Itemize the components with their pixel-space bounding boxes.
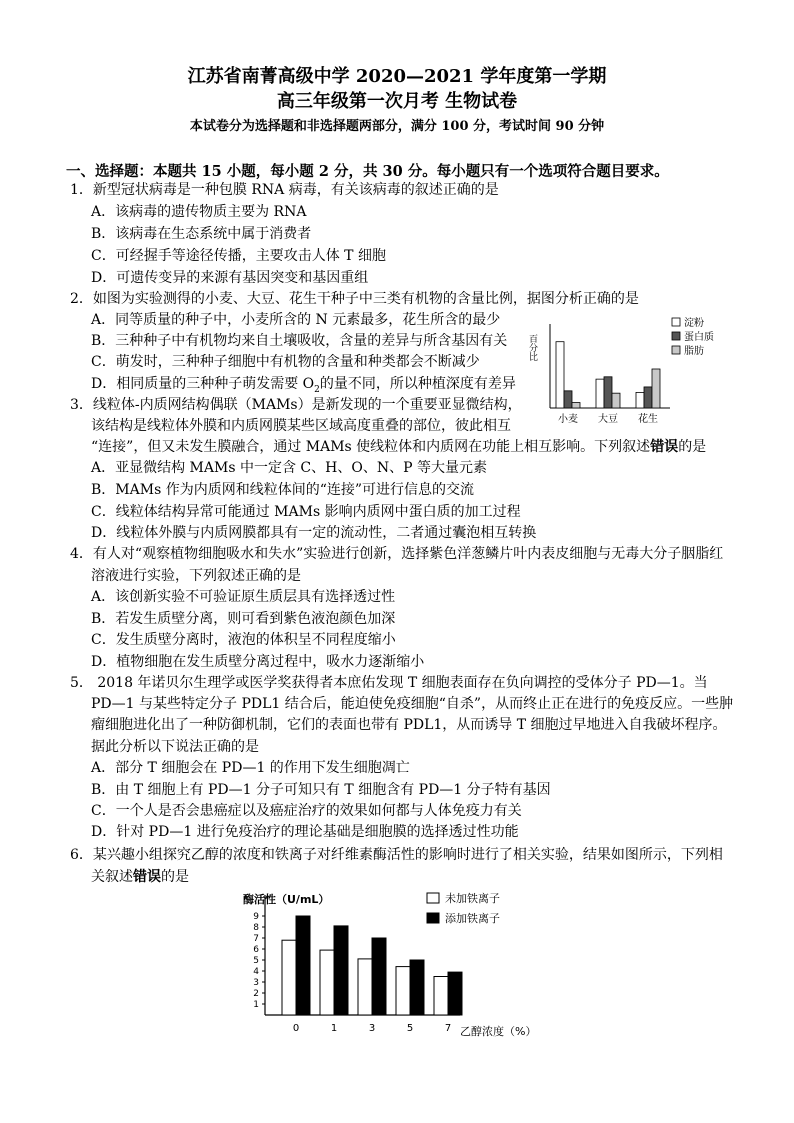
q4-option-d: D．植物细胞在发生质壁分离过程中，吸水力逐渐缩小 [91,654,425,670]
bar [434,977,448,1016]
legend-swatch [427,913,439,923]
section-heading: 一、选择题：本题共 15 小题，每小题 2 分，共 30 分。每小题只有一个选项符合题目要求。 [66,163,669,180]
bar [282,940,296,1015]
y-axis-label: 酶活性（U/mL） [243,893,330,906]
y-tick-label: 8 [253,923,259,933]
bar [644,387,652,408]
legend-label: 淀粉 [684,318,704,329]
y-tick-label: 3 [253,978,259,988]
q4-stem-line2: 溶液进行实验，下列叙述正确的是 [91,568,301,584]
legend-swatch [427,893,439,903]
q2-option-b: B．三种种子中有机物均来自土壤吸收，含量的差异与所含基因有关 [91,333,508,349]
q5-option-c: C．一个人是否会患癌症以及癌症治疗的效果如何都与人体免疫力有关 [91,803,522,819]
q4-option-b: B．若发生质壁分离，则可看到紫色液泡颜色加深 [91,611,396,627]
q3-option-c: C．线粒体结构异常可能通过 MAMs 影响内质网中蛋白质的加工过程 [91,504,521,520]
organic-matter-bar-chart [520,310,730,425]
bar [596,379,604,408]
legend-label: 脂肪 [684,346,704,357]
y-tick-label: 5 [253,956,259,966]
x-tick-label: 1 [330,1023,338,1034]
y-tick-label: 2 [253,989,259,999]
legend-label: 蛋白质 [684,332,714,343]
q4-option-c: C．发生质壁分离时，液泡的体积呈不同程度缩小 [91,632,396,648]
q4-option-a: A．该创新实验不可验证原生质层具有选择透过性 [91,589,396,605]
q3-stem-line1: 3．线粒体-内质网结构偶联（MAMs）是新发现的一个重要亚显微结构， [70,397,522,413]
q1-stem: 1．新型冠状病毒是一种包膜 RNA 病毒，有关该病毒的叙述正确的是 [70,182,499,198]
y-tick-label: 1 [253,1000,259,1010]
x-tick-label: 7 [444,1023,452,1034]
bar [320,950,334,1015]
q3-option-a: A．亚显微结构 MAMs 中一定含 C、H、O、N、P 等大量元素 [91,460,487,476]
q5-stem-line1: 5． 2018 年诺贝尔生理学或医学奖获得者本庶佑发现 T 细胞表面存在负向调控的受体分子 PD—1。当 [70,675,708,691]
bar [448,972,462,1015]
bar [652,369,660,408]
enzyme-activity-bar-chart [225,885,565,1045]
q1-option-d: D．可遗传变异的来源有基因突变和基因重组 [91,270,369,286]
legend-label: 添加铁离子 [445,912,500,925]
q1-option-c: C．可经握手等途径传播，主要攻击人体 T 细胞 [91,248,386,264]
q1-option-a: A．该病毒的遗传物质主要为 RNA [91,204,307,220]
q2-option-a: A．同等质量的种子中，小麦所含的 N 元素最多，花生所含的最少 [91,312,501,328]
q6-stem-line2: 关叙述错误的是 [91,869,189,885]
y-tick-label: 6 [253,945,259,955]
x-tick-label: 小麦 [558,414,578,425]
y-axis-label: 百分比 [527,334,537,361]
exam-title: 高三年级第一次月考 生物试卷 [276,91,518,112]
bar [604,377,612,408]
y-tick-label: 4 [253,967,259,977]
bar [358,959,372,1015]
legend-swatch [672,346,680,354]
q5-option-d: D．针对 PD—1 进行免疫治疗的理论基础是细胞膜的选择透过性功能 [91,824,519,840]
bar [564,391,572,408]
bar [296,916,310,1015]
q5-stem-line4: 据此分析以下说法正确的是 [91,739,259,755]
q5-stem-line2: PD—1 与某些特定分子 PDL1 结合后，能迫使免疫细胞“自杀”，从而终止正在进行的免疫反应。一些肿 [91,696,734,712]
x-tick-label: 花生 [638,414,658,425]
x-tick-label: 0 [292,1023,300,1034]
q5-stem-line3: 瘤细胞进化出了一种防御机制，它们的表面也带有 PDL1，从而诱导 T 细胞过早地进入自我破坏程序。 [91,717,727,733]
legend-label: 未加铁离子 [445,892,500,905]
q2-option-c: C．萌发时，三种种子细胞中有机物的含量和种类都会不断减少 [91,354,480,370]
bar [334,926,348,1015]
bar [556,342,564,408]
q1-option-b: B．该病毒在生态系统中属于消费者 [91,226,312,242]
exam-instructions: 本试卷分为选择题和非选择题两部分，满分 100 分，考试时间 90 分钟 [189,119,605,134]
q2-option-d: D．相同质量的三种种子萌发需要 $O_2$的量不同，所以种植深度有差异 [91,376,516,395]
q5-option-b: B．由 T 细胞上有 PD—1 分子可知只有 T 细胞含有 PD—1 分子特有基因 [91,782,551,798]
legend-swatch [672,332,680,340]
x-tick-label: 大豆 [598,414,618,425]
bar [612,393,620,408]
q5-option-a: A．部分 T 细胞会在 PD—1 的作用下发生细胞凋亡 [91,760,410,776]
q3-option-d: D．线粒体外膜与内质网膜都具有一定的流动性，二者通过囊泡相互转换 [91,525,537,541]
y-tick-label: 7 [253,934,259,944]
bar [372,938,386,1015]
bar [410,960,424,1015]
x-axis-label: 乙醇浓度（%） [460,1025,537,1038]
q3-option-b: B．MAMs 作为内质网和线粒体间的“连接”可进行信息的交流 [91,482,475,498]
bar [636,392,644,408]
exam-school-title: 江苏省南菁高级中学 2020—2021 学年度第一学期 [187,66,607,87]
q4-stem-line1: 4．有人对“观察植物细胞吸水和失水”实验进行创新，选择紫色洋葱鳞片叶内表皮细胞与无毒大分子胭脂红 [70,546,724,562]
q3-stem-line2: 该结构是线粒体外膜和内质网膜某些区域高度重叠的部位，彼此相互 [91,418,511,434]
legend-swatch [672,318,680,326]
q3-stem-line3: “连接”，但又未发生膜融合，通过 MAMs 使线粒体和内质网在功能上相互影响。下列叙述错误的是 [91,439,707,455]
y-tick-label: 9 [253,912,259,922]
q2-stem: 2．如图为实验测得的小麦、大豆、花生干种子中三类有机物的含量比例，据图分析正确的是 [70,291,639,307]
bar [396,967,410,1015]
q6-stem-line1: 6．某兴趣小组探究乙醇的浓度和铁离子对纤维素酶活性的影响时进行了相关实验，结果如图所示，下列相 [70,847,723,863]
bar [572,403,580,408]
x-tick-label: 5 [406,1023,414,1034]
x-tick-label: 3 [368,1023,376,1034]
